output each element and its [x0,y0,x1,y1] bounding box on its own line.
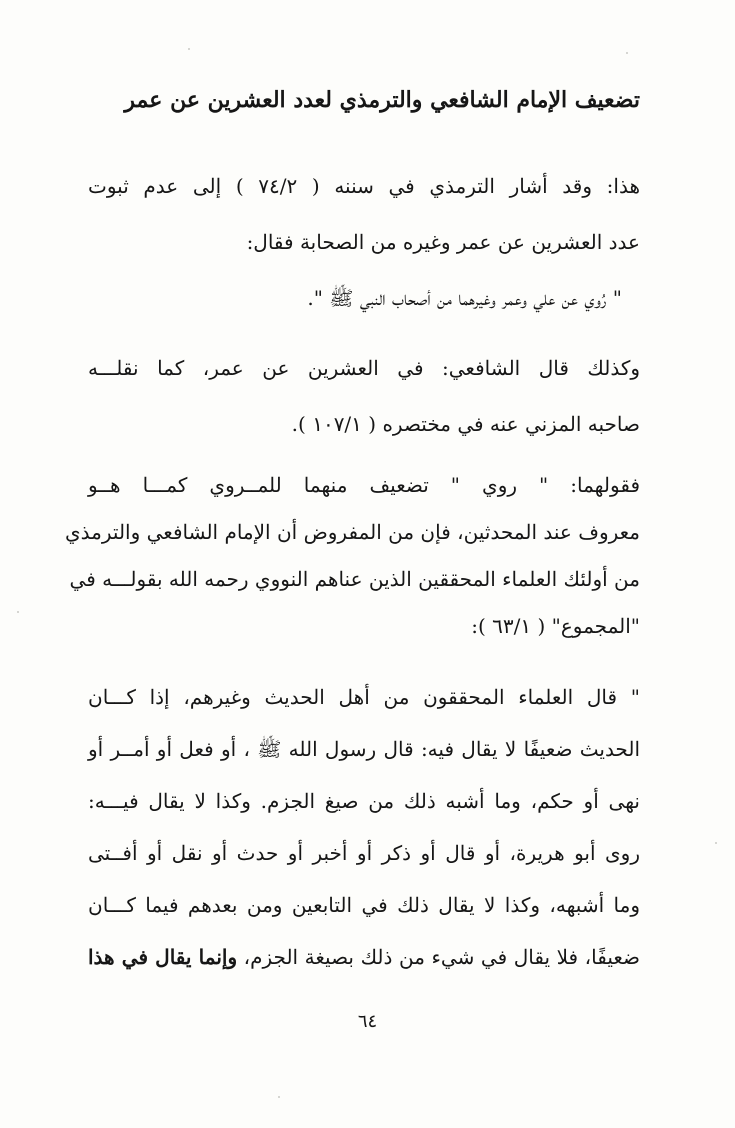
text-line: معروف عند المحدثين، فإن من المفروض أن الإمام الشافعي والترمذي [65,520,640,544]
text-line: من أولئك العلماء المحققين الذين عناهم النووي رحمه الله بقولـــه في [69,567,640,591]
scan-speck [17,611,19,613]
quoted-narration: " رُوي عن علي وعمر وغيرهما من أصحاب النبي ﷺ ". [307,286,622,310]
paragraph-weakening-explanation [65,462,640,650]
paragraph-shafii-note [88,340,640,452]
text-line: " قال العلماء المحققون من أهل الحديث وغيرهم، إذا كـــان [88,685,640,709]
text-line: روى أبو هريرة، أو قال أو ذكر أو أخبر أو حدث أو نقل أو أفــتى [88,841,640,865]
scan-speck [626,52,628,54]
text-line: وما أشبهه، وكذا لا يقال ذلك في التابعين ومن بعدهم فيما كـــان [88,893,640,917]
text-run: ضعيفًا، فلا يقال في شيء من ذلك بصيغة الجزم، [237,945,640,969]
text-line: صاحبه المزني عنه في مختصره ( ١٠٧/١ ). [291,412,640,436]
text-line [88,931,640,983]
text-line: هذا: وقد أشار الترمذي في سننه ( ٧٤/٢ ) إلى عدم ثبوت [88,174,640,198]
scan-speck [715,842,717,844]
paragraph-nawawi-quote [88,671,640,983]
text-line: عدد العشرين عن عمر وغيره من الصحابة فقال: [246,230,640,254]
page-header-title: تضعيف الإمام الشافعي والترمذي لعدد العشرين عن عمر [124,87,640,113]
text-line: الحديث ضعيفًا لا يقال فيه: قال رسول الله ﷺ ، أو فعل أو أمــر أو [88,737,640,761]
text-line: نهى أو حكم، وما أشبه ذلك من صيغ الجزم. وكذا لا يقال فيـــه: [88,789,640,813]
scan-speck [188,48,190,50]
bold-text-run: وإنما يقال في هذا [88,945,238,969]
text-line: "المجموع" ( ٦٣/١ ): [471,614,640,638]
text-line: وكذلك قال الشافعي: في العشرين عن عمر، كما نقلـــه [88,356,640,380]
text-line: فقولهما: " روي " تضعيف منهما للمــروي كمـــا هــو [88,473,640,497]
page-number: ٦٤ [357,1011,378,1032]
paragraph-tirmidhi-note [88,158,640,326]
scan-speck [278,1096,280,1098]
